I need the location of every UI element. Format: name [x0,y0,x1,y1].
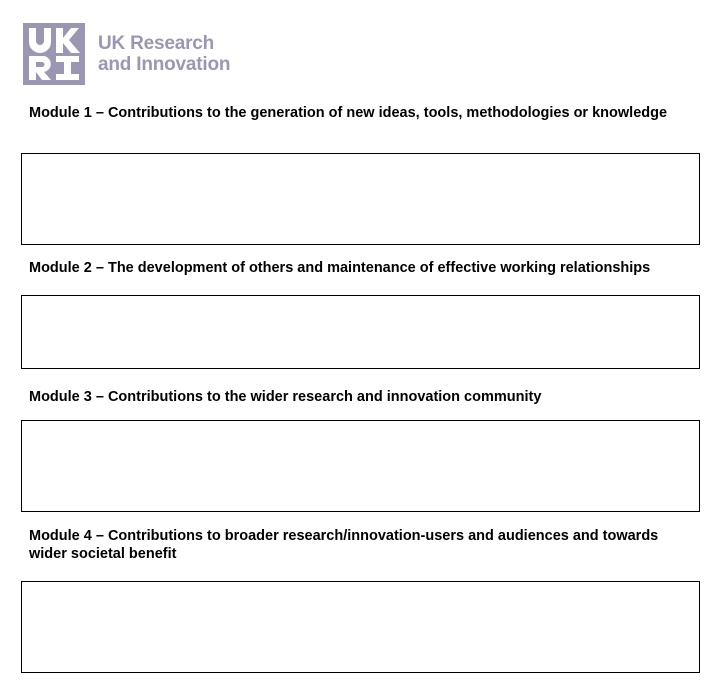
ukri-logo [23,23,243,85]
module-1-heading: Module 1 – Contributions to the generation of new ideas, tools, methodologies or knowledge [29,105,668,121]
ukri-logo-wordmark [98,33,230,75]
module-2-answer-box[interactable] [21,295,700,369]
module-4-heading: Module 4 – Contributions to broader research/innovation-users and audiences and towards wider societal benefit [29,528,659,562]
module-3-answer-box[interactable] [21,420,700,512]
logo-line-1: UK Research [98,33,215,54]
module-3-heading: Module 3 – Contributions to the wider research and innovation community [29,389,542,405]
module-1-answer-box[interactable] [21,153,700,245]
module-4-answer-box[interactable] [21,581,700,673]
logo-line-2: and Innovation [98,54,231,75]
module-2-heading: Module 2 – The development of others and maintenance of effective working relationships [29,260,651,276]
ukri-logo-mark [23,23,85,85]
ukri-monogram-icon [23,23,85,85]
